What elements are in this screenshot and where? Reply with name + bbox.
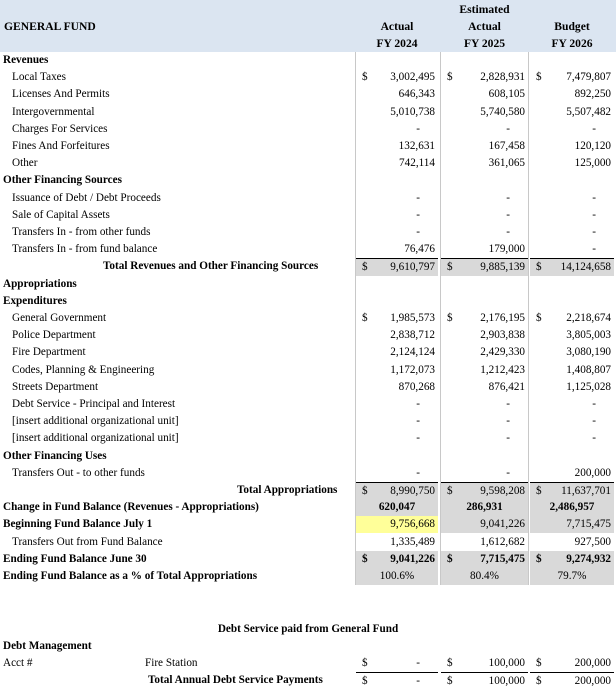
cell-fy2025 xyxy=(441,430,528,447)
table-row xyxy=(0,258,616,275)
cell-fy2025 xyxy=(441,362,528,379)
col2-head-0: Estimated xyxy=(459,3,510,16)
dollar-sign: $ xyxy=(536,485,542,497)
cell-fy2026 xyxy=(530,516,614,533)
cell-fy2024 xyxy=(356,190,438,207)
dollar-sign: $ xyxy=(536,675,542,687)
row-label: Streets Department xyxy=(12,380,99,393)
table-row xyxy=(0,379,616,396)
row-label: Charges For Services xyxy=(12,122,108,135)
table-row xyxy=(0,52,616,69)
acct-label: Acct # xyxy=(3,657,33,669)
debt-total-label: Total Annual Debt Service Payments xyxy=(148,674,323,686)
table-row xyxy=(0,310,616,327)
cell-fy2025 xyxy=(441,379,528,396)
cell-value: - xyxy=(592,122,596,135)
cell-value: 1,172,073 xyxy=(390,363,435,376)
table-row xyxy=(0,482,616,499)
cell-value: - xyxy=(416,122,420,135)
cell-value: - xyxy=(416,398,420,410)
cell-value: 5,010,738 xyxy=(390,105,435,118)
table-row xyxy=(0,138,616,155)
cell-value: - xyxy=(592,208,596,221)
dollar-sign: $ xyxy=(362,657,368,669)
row-label: Local Taxes xyxy=(12,71,66,84)
debt-item-fy2024 xyxy=(356,655,438,672)
row-label: Transfers In - from fund balance xyxy=(12,243,158,256)
cell-fy2026 xyxy=(530,499,614,516)
cell-value: - xyxy=(506,466,510,479)
cell-value: 2,903,838 xyxy=(480,329,525,342)
table-row xyxy=(0,121,616,138)
cell-fy2026 xyxy=(530,190,614,207)
cell-fy2024 xyxy=(356,310,438,327)
row-label: Ending Fund Balance as a % of Total Appropriations xyxy=(3,570,258,582)
cell-fy2026 xyxy=(530,362,614,379)
cell-fy2025 xyxy=(441,413,528,430)
cell-fy2025 xyxy=(441,344,528,361)
debt-management-label: Debt Management xyxy=(3,640,92,652)
cell-fy2024 xyxy=(356,241,438,259)
fund-title: GENERAL FUND xyxy=(4,20,96,33)
cell-value: 120,120 xyxy=(574,140,611,152)
cell-value: 2,429,330 xyxy=(480,346,525,359)
cell-fy2026 xyxy=(530,327,614,344)
debt-total-row xyxy=(0,672,616,689)
cell-fy2024 xyxy=(356,430,438,447)
cell-fy2026 xyxy=(530,138,614,155)
cell-value: 9,041,226 xyxy=(390,552,435,565)
cell-fy2025 xyxy=(441,568,528,585)
table-row xyxy=(0,448,616,465)
cell-fy2025 xyxy=(441,310,528,327)
debt-total-fy2024 xyxy=(356,672,438,690)
cell-fy2024 xyxy=(356,258,438,276)
table-row xyxy=(0,155,616,172)
table-row xyxy=(0,568,616,585)
cell-fy2024 xyxy=(356,327,438,344)
table-row xyxy=(0,396,616,413)
cell-value: 927,500 xyxy=(574,535,611,548)
cell-fy2025 xyxy=(441,258,528,276)
cell-value: - xyxy=(506,398,510,410)
table-row xyxy=(0,293,616,310)
row-label: [insert additional organizational unit] xyxy=(12,432,179,445)
table-row xyxy=(0,69,616,86)
cell-fy2025 xyxy=(441,499,528,516)
cell-value: - xyxy=(506,191,510,204)
cell-value: 620,047 xyxy=(378,501,416,514)
cell-value: 1,335,489 xyxy=(390,535,435,548)
cell-value: 200,000 xyxy=(574,675,611,687)
row-label: Change in Fund Balance (Revenues - Appropriations) xyxy=(3,501,259,514)
cell-fy2024 xyxy=(356,155,438,172)
table-row xyxy=(0,241,616,258)
cell-value: - xyxy=(506,122,510,135)
cell-fy2026 xyxy=(530,258,614,276)
row-label: Issuance of Debt / Debt Proceeds xyxy=(12,191,161,204)
row-label: Expenditures xyxy=(3,294,67,307)
debt-item-fy2026 xyxy=(530,655,614,672)
cell-fy2026 xyxy=(530,482,614,500)
cell-fy2025 xyxy=(441,138,528,155)
cell-fy2024 xyxy=(356,104,438,121)
cell-value: 646,343 xyxy=(398,88,435,101)
cell-value: 200,000 xyxy=(574,466,611,479)
cell-value: 9,610,797 xyxy=(390,261,435,274)
table-row xyxy=(0,534,616,551)
row-label: Police Department xyxy=(12,329,96,342)
table-row xyxy=(0,465,616,482)
cell-value: 76,476 xyxy=(404,243,435,256)
cell-value: - xyxy=(592,243,596,256)
col1-head-2: FY 2024 xyxy=(376,37,418,50)
row-label: Appropriations xyxy=(3,277,77,290)
cell-fy2024 xyxy=(356,499,438,516)
table-row xyxy=(0,172,616,189)
cell-value: 14,124,658 xyxy=(560,261,611,274)
dollar-sign: $ xyxy=(447,312,453,324)
debt-service-title: Debt Service paid from General Fund xyxy=(217,623,399,635)
cell-value: 100.6% xyxy=(379,570,415,582)
cell-fy2026 xyxy=(530,568,614,585)
cell-value: - xyxy=(506,432,510,445)
table-row xyxy=(0,190,616,207)
cell-value: - xyxy=(592,398,596,410)
cell-fy2026 xyxy=(530,207,614,224)
debt-item-label: Fire Station xyxy=(145,657,198,669)
cell-fy2025 xyxy=(441,190,528,207)
cell-fy2025 xyxy=(441,155,528,172)
cell-value: 2,176,195 xyxy=(480,312,525,324)
header-band xyxy=(0,0,616,52)
dollar-sign: $ xyxy=(362,675,368,687)
cell-value: 2,218,674 xyxy=(566,312,611,324)
cell-value: 3,002,495 xyxy=(390,71,435,84)
col1-head-1: Actual xyxy=(380,20,414,33)
cell-value: 179,000 xyxy=(488,243,525,256)
cell-fy2025 xyxy=(441,241,528,259)
dollar-sign: $ xyxy=(362,485,368,497)
cell-fy2025 xyxy=(441,207,528,224)
row-label: [insert additional organizational unit] xyxy=(12,415,179,428)
cell-value: 1,612,682 xyxy=(480,535,525,548)
cell-value: 167,458 xyxy=(488,140,525,152)
table-row xyxy=(0,551,616,568)
cell-fy2026 xyxy=(530,534,614,552)
cell-fy2026 xyxy=(530,241,614,259)
cell-fy2025 xyxy=(441,104,528,121)
cell-value: 9,041,226 xyxy=(480,518,525,531)
cell-value: 9,598,208 xyxy=(480,485,525,497)
cell-value: 8,990,750 xyxy=(390,485,435,497)
cell-value: 3,080,190 xyxy=(566,346,611,359)
cell-value: 742,114 xyxy=(399,157,435,170)
row-label: Fire Department xyxy=(12,346,86,359)
cell-value: 876,421 xyxy=(488,380,525,393)
cell-value: - xyxy=(506,208,510,221)
cell-fy2024 xyxy=(356,379,438,396)
cell-fy2025 xyxy=(441,482,528,500)
cell-fy2025 xyxy=(441,121,528,138)
cell-value: 286,931 xyxy=(466,501,503,514)
row-label: Transfers Out from Fund Balance xyxy=(12,535,163,548)
cell-fy2026 xyxy=(530,104,614,121)
dollar-sign: $ xyxy=(447,261,453,274)
cell-value: 7,715,475 xyxy=(566,518,611,531)
cell-fy2025 xyxy=(441,86,528,103)
cell-fy2026 xyxy=(530,224,614,241)
cell-value: 1,125,028 xyxy=(566,380,611,393)
row-label: Transfers In - from other funds xyxy=(12,226,151,238)
cell-fy2024 xyxy=(356,465,438,483)
cell-fy2026 xyxy=(530,430,614,447)
table-row xyxy=(0,104,616,121)
cell-fy2026 xyxy=(530,310,614,327)
table-row xyxy=(0,207,616,224)
cell-value: 100,000 xyxy=(488,675,525,687)
cell-fy2025 xyxy=(441,465,528,483)
row-label: Other Financing Sources xyxy=(3,174,122,187)
cell-fy2026 xyxy=(530,344,614,361)
dollar-sign: $ xyxy=(362,71,368,84)
cell-value: 125,000 xyxy=(574,157,611,170)
table-row xyxy=(0,276,616,293)
cell-fy2025 xyxy=(441,516,528,533)
cell-value: - xyxy=(416,432,420,445)
row-label: Total Appropriations xyxy=(237,484,338,496)
debt-management-row xyxy=(0,638,616,655)
cell-value: 1,985,573 xyxy=(390,312,435,324)
cell-fy2026 xyxy=(530,413,614,430)
cell-value: 870,268 xyxy=(398,380,435,393)
debt-item-row xyxy=(0,655,616,672)
cell-value: 5,740,580 xyxy=(480,105,525,118)
cell-value: - xyxy=(416,466,420,479)
cell-fy2025 xyxy=(441,534,528,552)
cell-fy2026 xyxy=(530,379,614,396)
cell-fy2024 xyxy=(356,138,438,155)
dollar-sign: $ xyxy=(362,261,368,274)
cell-value: - xyxy=(416,675,420,687)
cell-value: 361,065 xyxy=(488,157,525,170)
cell-fy2024 xyxy=(356,86,438,103)
table-row xyxy=(0,413,616,430)
dollar-sign: $ xyxy=(447,675,453,687)
table-row xyxy=(0,516,616,533)
table-row xyxy=(0,430,616,447)
row-label: Sale of Capital Assets xyxy=(12,208,110,221)
row-label: Other xyxy=(12,157,38,170)
cell-fy2024 xyxy=(356,516,438,533)
dollar-sign: $ xyxy=(447,657,453,669)
dollar-sign: $ xyxy=(447,71,453,84)
col3-head-2: FY 2026 xyxy=(551,37,593,50)
cell-value: - xyxy=(416,191,420,204)
cell-fy2024 xyxy=(356,413,438,430)
cell-value: - xyxy=(592,415,596,428)
cell-value: 80.4% xyxy=(470,570,499,582)
row-label: Licenses And Permits xyxy=(12,88,110,101)
cell-fy2024 xyxy=(356,534,438,552)
dollar-sign: $ xyxy=(362,312,368,324)
cell-value: - xyxy=(506,415,510,428)
cell-fy2024 xyxy=(356,344,438,361)
debt-item-fy2025 xyxy=(441,655,528,672)
row-label: Beginning Fund Balance July 1 xyxy=(3,518,153,531)
row-label: Revenues xyxy=(3,54,49,66)
row-label: Intergovernmental xyxy=(12,105,95,118)
cell-fy2025 xyxy=(441,224,528,241)
cell-value: 100,000 xyxy=(488,657,525,669)
cell-value: - xyxy=(592,226,596,238)
row-label: Ending Fund Balance June 30 xyxy=(3,552,147,565)
dollar-sign: $ xyxy=(536,261,542,274)
cell-value: 9,756,668 xyxy=(390,518,435,531)
table-row xyxy=(0,362,616,379)
table-row xyxy=(0,86,616,103)
cell-value: 1,212,423 xyxy=(480,363,525,376)
cell-value: - xyxy=(416,415,420,428)
dollar-sign: $ xyxy=(447,552,453,565)
cell-fy2024 xyxy=(356,207,438,224)
debt-total-fy2026 xyxy=(530,672,614,690)
row-label: Transfers Out - to other funds xyxy=(12,466,145,479)
row-label: Other Financing Uses xyxy=(3,449,107,462)
cell-value: 2,828,931 xyxy=(480,71,525,84)
row-label: Fines And Forfeitures xyxy=(12,140,110,152)
dollar-sign: $ xyxy=(536,552,542,565)
cell-value: - xyxy=(416,657,420,669)
row-label: Codes, Planning & Engineering xyxy=(12,363,155,376)
row-label: General Government xyxy=(12,312,107,324)
row-label: Debt Service - Principal and Interest xyxy=(12,398,176,410)
col2-head-2: FY 2025 xyxy=(463,37,506,50)
cell-value: 608,105 xyxy=(488,88,525,101)
cell-value: 7,715,475 xyxy=(480,552,525,565)
cell-fy2024 xyxy=(356,396,438,413)
cell-fy2024 xyxy=(356,224,438,241)
cell-fy2026 xyxy=(530,465,614,483)
cell-fy2025 xyxy=(441,69,528,86)
cell-value: 5,507,482 xyxy=(566,105,611,118)
table-row xyxy=(0,499,616,516)
cell-value: 3,805,003 xyxy=(566,329,611,342)
table-row xyxy=(0,327,616,344)
table-row xyxy=(0,344,616,361)
cell-value: 132,631 xyxy=(398,140,435,152)
cell-value: - xyxy=(506,226,510,238)
cell-value: 1,408,807 xyxy=(566,363,611,376)
cell-value: - xyxy=(416,208,420,221)
cell-fy2026 xyxy=(530,121,614,138)
cell-value: 200,000 xyxy=(574,657,611,669)
dollar-sign: $ xyxy=(447,485,453,497)
cell-value: 2,486,957 xyxy=(549,501,595,514)
cell-fy2026 xyxy=(530,396,614,413)
cell-value: 2,124,124 xyxy=(390,346,435,359)
cell-value: 9,274,932 xyxy=(566,552,611,565)
cell-value: 892,250 xyxy=(574,88,611,101)
cell-fy2026 xyxy=(530,155,614,172)
cell-value: 2,838,712 xyxy=(390,329,435,342)
cell-fy2025 xyxy=(441,327,528,344)
cell-fy2024 xyxy=(356,482,438,500)
col3-head-1: Budget xyxy=(554,20,590,33)
cell-fy2024 xyxy=(356,121,438,138)
dollar-sign: $ xyxy=(536,71,542,84)
dollar-sign: $ xyxy=(362,552,368,565)
cell-fy2026 xyxy=(530,86,614,103)
row-label: Total Revenues and Other Financing Sources xyxy=(103,260,319,273)
cell-value: 9,885,139 xyxy=(480,261,525,274)
cell-fy2024 xyxy=(356,69,438,86)
cell-fy2024 xyxy=(356,362,438,379)
cell-value: - xyxy=(592,432,596,445)
cell-value: 7,479,807 xyxy=(566,71,611,84)
dollar-sign: $ xyxy=(536,657,542,669)
col2-head-1: Actual xyxy=(468,20,501,33)
cell-value: - xyxy=(416,226,420,238)
cell-value: 11,637,701 xyxy=(561,485,611,497)
cell-fy2025 xyxy=(441,396,528,413)
cell-fy2026 xyxy=(530,69,614,86)
cell-value: - xyxy=(592,191,596,204)
debt-total-fy2025 xyxy=(441,672,528,690)
cell-value: 79.7% xyxy=(557,570,587,582)
table-row xyxy=(0,224,616,241)
dollar-sign: $ xyxy=(536,312,542,324)
cell-fy2024 xyxy=(356,568,438,585)
